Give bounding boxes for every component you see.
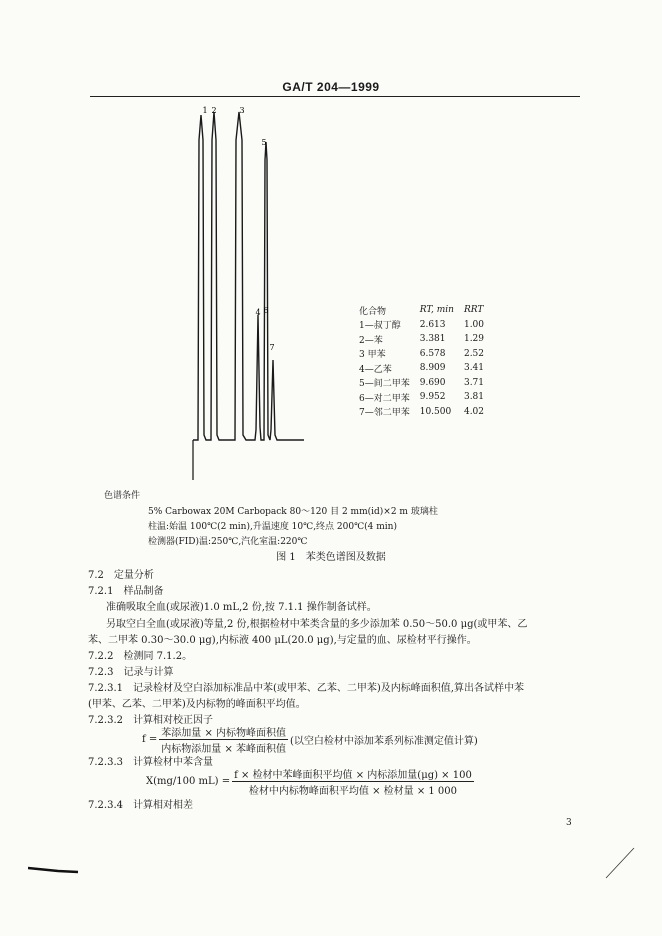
peak-label: 1	[202, 106, 208, 115]
table-cell: 3 甲苯	[359, 350, 386, 361]
table-cell: 3.81	[463, 392, 485, 403]
table-row	[355, 361, 490, 376]
conditions-line: 检测器(FID)温:250℃,汽化室温:220℃	[148, 537, 308, 547]
conditions-line: 柱温:始温 100℃(2 min),升温速度 10℃,终点 200℃(4 min)	[148, 522, 397, 532]
table-cell: 1.29	[463, 334, 485, 345]
scan-artifact-mark	[28, 862, 80, 876]
paragraph: 准确吸取全血(或尿液)1.0 mL,2 份,按 7.1.1 操作制备试样。	[106, 602, 377, 613]
table-cell: 2.613	[419, 319, 446, 330]
section-heading: 7.2.2 检测同 7.1.2。	[88, 651, 193, 662]
table-row	[355, 347, 490, 362]
table-row	[355, 390, 490, 405]
table-cell: 6—对二甲苯	[359, 393, 410, 404]
table-header-cell: RRT	[463, 305, 484, 316]
paragraph: 苯、二甲苯 0.30～30.0 μg),内标液 400 μL(20.0 μg),与定量的血、尿检材平行操作。	[88, 635, 477, 646]
table-header-row	[355, 303, 490, 318]
table-row	[355, 376, 490, 391]
section-heading: 7.2 定量分析	[88, 570, 154, 581]
table-cell: 4.02	[463, 406, 485, 417]
peak-label: 6	[263, 306, 269, 315]
table-cell: 10.500	[419, 406, 452, 417]
section-heading: 7.2.3.2 计算相对校正因子	[88, 715, 213, 726]
table-cell: 2.52	[463, 348, 485, 359]
section-heading: 7.2.3 记录与计算	[88, 667, 174, 678]
peak-label: 4	[255, 308, 261, 317]
conditions-heading: 色谱条件	[104, 491, 141, 501]
header-rule	[90, 96, 580, 97]
table-cell: 2—苯	[359, 335, 383, 346]
table-cell: 3.381	[419, 334, 446, 345]
section-heading: 7.2.3.3 计算检材中苯含量	[88, 757, 213, 768]
section-heading: 7.2.3.4 计算相对相差	[88, 800, 193, 811]
table-cell: 3.41	[463, 363, 485, 374]
formula-numerator: 苯添加量 × 内标物峰面积值	[159, 724, 288, 740]
table-cell: 1.00	[463, 319, 485, 330]
peak-label: 3	[239, 106, 245, 115]
paragraph: (甲苯、乙苯、二甲苯)及内标物的峰面积平均值。	[88, 699, 306, 710]
table-header-cell: 化合物	[359, 306, 387, 317]
formula-note: (以空白检材中添加苯系列标准测定值计算)	[290, 736, 478, 747]
scan-artifact-line	[604, 846, 638, 880]
formula-denominator: 内标物添加量 × 苯峰面积值	[161, 744, 287, 755]
table-row	[355, 318, 490, 333]
table-cell: 1—叔丁醇	[359, 321, 401, 332]
page-number: 3	[566, 818, 572, 828]
table-cell: 5—间二甲苯	[359, 379, 410, 390]
peak-label: 5	[261, 138, 267, 147]
header-title: GA/T 204—1999	[282, 80, 380, 94]
section-heading: 7.2.1 样品制备	[88, 586, 164, 597]
table-row	[355, 405, 490, 420]
formula-fraction	[232, 766, 474, 797]
formula-fraction	[159, 724, 288, 755]
table-header-cell: RT, min	[419, 305, 454, 316]
compound-table	[355, 303, 490, 419]
conditions-line: 5% Carbowax 20M Carbopack 80～120 目 2 mm(id)×2 m 玻璃柱	[148, 507, 438, 517]
chromatogram-trace	[193, 112, 304, 440]
figure-caption: 图 1 苯类色谱图及数据	[276, 552, 386, 563]
chromatogram	[180, 100, 310, 480]
peak-label: 7	[269, 343, 275, 352]
paragraph: 另取空白全血(或尿液)等量,2 份,根据检材中苯类含量的多少添加苯 0.50～50.0 μg(或甲苯、乙	[106, 619, 528, 630]
table-cell: 6.578	[419, 348, 446, 359]
formula-correction-factor	[142, 724, 478, 755]
table-cell: 8.909	[419, 363, 446, 374]
formula-numerator: f × 检材中苯峰面积平均值 × 内标添加量(μg) × 100	[232, 766, 474, 782]
table-cell: 3.71	[463, 377, 485, 388]
peak-label: 2	[211, 106, 217, 115]
table-row	[355, 332, 490, 347]
formula-content	[146, 766, 476, 797]
formula-denominator: 检材中内标物峰面积平均值 × 检材量 × 1 000	[248, 786, 458, 797]
formula-lhs: f =	[142, 734, 158, 745]
table-cell: 4—乙苯	[359, 364, 392, 375]
table-cell: 9.952	[419, 392, 446, 403]
table-cell: 9.690	[419, 377, 446, 388]
formula-lhs: X(mg/100 mL) =	[146, 776, 231, 787]
paragraph: 7.2.3.1 记录检材及空白添加标准品中苯(或甲苯、乙苯、二甲苯)及内标峰面积值,算出各试样中苯	[88, 683, 524, 694]
table-cell: 7—邻二甲苯	[359, 408, 410, 419]
